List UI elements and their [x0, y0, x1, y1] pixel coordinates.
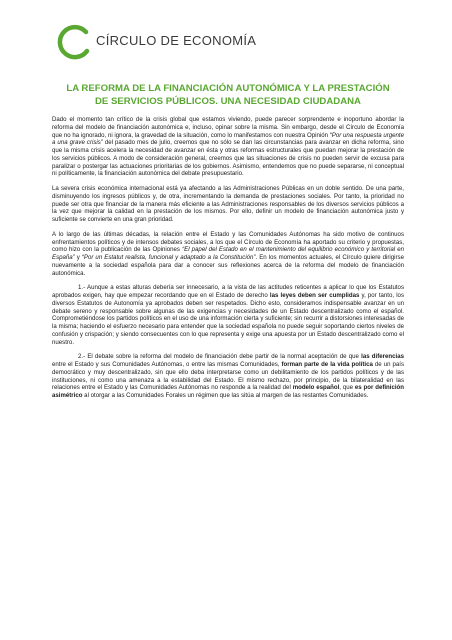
- text: entre el Estado y sus Comunidades Autónomas, o entre las mismas Comunidades,: [52, 361, 282, 368]
- emphasis: forman parte de la vida política: [281, 361, 373, 368]
- quote-title: “Por un Estatut realista, funcional y adaptado a la Constitución”: [81, 254, 256, 261]
- text: y, por tanto, los diversos Estatutos de Autonomía ya aprobados deben ser respetados. Dicho esto, consideramos indispensable avanzar en un debate sereno y responsable sobre algunas de las exigencias y necesidades de un Estado descentralizado como el español. Comprometiéndose los partidos políticos en el uso de una información cierta y suficiente; sin recurrir a distorsiones interesadas de la misma; haciendo el esfuerzo necesario para entender que la sociedad española no puede seguir soportando ciertos niveles de confusión y crispación; y siendo consecuentes con lo que representa y exige una apuesta por un Estado descentralizado como el nuestro.: [52, 292, 404, 346]
- text: al otorgar a las Comunidades Forales un régimen que las sitúa al margen de las restantes Comunidades.: [82, 392, 369, 399]
- paragraph-2: La severa crisis económica internacional está ya afectando a las Administraciones Públicas en un doble sentido. De una parte, disminuyendo los ingresos públicos y, de otra, incrementando la demanda de prestaciones sociales. Por tanto, la prioridad no puede ser otra que financiar de la manera más eficiente a las Administraciones responsables de los diversos servicios públicos a la vez que mejorar la calidad en la prestación de los mismos. Por ello, definir un modelo de financiación autonómica justo y suficiente se convierte en una gran prioridad.: [52, 185, 404, 223]
- text: 2.- El debate sobre la reforma del modelo de financiación debe partir de la normal aceptación de que: [78, 353, 362, 361]
- paragraph-3: [52, 231, 404, 278]
- text: de un país democrático y muy descentralizado, sin que ello deba interpretarse como un debilitamiento de los partidos políticos y de las instituciones, ni como una amenaza a la estabilidad del Estado. El mismo rechazo, por principio, de la bilateralidad en las relaciones entre el Estado y las Comunidades Autónomas no responde a la realidad del: [52, 361, 405, 392]
- logo-text: CÍRCULO DE ECONOMÍA: [96, 33, 257, 48]
- logo: [56, 22, 276, 62]
- text: y: [74, 254, 82, 261]
- logo-circle-icon: [56, 24, 92, 60]
- emphasis: modelo español: [292, 384, 340, 392]
- emphasis: las leyes deben ser cumplidas: [269, 292, 360, 299]
- emphasis: es por definición asimétrico: [52, 384, 404, 399]
- text: A lo largo de las últimas décadas, la relación entre el Estado y las Comunidades Autónomas ha sido motivo de continuos enfrentamientos políticos y de intensos debates sociales, a los que el Círculo de Economía ha aportado su criterio y propuestas, como hizo con la publicación de las Opiniones: [52, 230, 404, 254]
- quote-title: “El papel del Estado en el mantenimiento del equilibrio económico y territorial en España”: [52, 246, 404, 261]
- document-body: [52, 116, 404, 407]
- title-line-1: LA REFORMA DE LA FINANCIACIÓN AUTONÓMICA Y LA PRESTACIÓN: [66, 83, 390, 94]
- paragraph-5: [52, 353, 404, 400]
- paragraph-4: [52, 284, 404, 346]
- document-title: [52, 82, 404, 108]
- text: del pasado mes de julio, creemos que no sólo se dan las circunstancias para avanzar en dicha reforma, sino que la misma crisis acelera la necesidad de avanzar en ésta y otras reformas estructurales que puedan mejorar la prestación de los servicios públicos. A modo de consideración general, creemos que las situaciones de crisis no pueden servir de excusa para paralizar o postergar las actuaciones prioritarias de los gobiernos. Asimismo, entendemos que no puede separarse, ni conceptual ni políticamente, la financiación autonómica del debate presupuestario.: [52, 139, 404, 178]
- text: 1.- Aunque a estas alturas debería ser innecesario, a la vista de las actitudes reticentes a aplicar lo que los Estatutos aprobados exigen, hay que empezar recordando que en el Estado de derecho: [52, 284, 404, 299]
- text: , que: [339, 384, 355, 392]
- text: . En los momentos actuales, el Círculo quiere dirigirse nuevamente a la sociedad española para dar a conocer sus reflexiones acerca de la reforma del modelo de financiación autonómica.: [52, 254, 404, 277]
- text: Dado el momento tan crítico de la crisis global que estamos viviendo, puede parecer sorprendente e inoportuno abordar la reforma del modelo de financiación autonómica e, incluso, opinar sobre la misma. Sin embargo, desde el Círculo de Economía que no ha ignorado, ni ignora, la gravedad de la situación, como lo manifestamos con nuestra Opinión: [52, 116, 404, 139]
- title-line-2: DE SERVICIOS PÚBLICOS. UNA NECESIDAD CIUDADANA: [95, 96, 361, 107]
- paragraph-1: [52, 116, 404, 178]
- quote-title: “Por una respuesta urgente a una grave crisis”: [52, 131, 404, 147]
- emphasis: las diferencias: [361, 353, 404, 361]
